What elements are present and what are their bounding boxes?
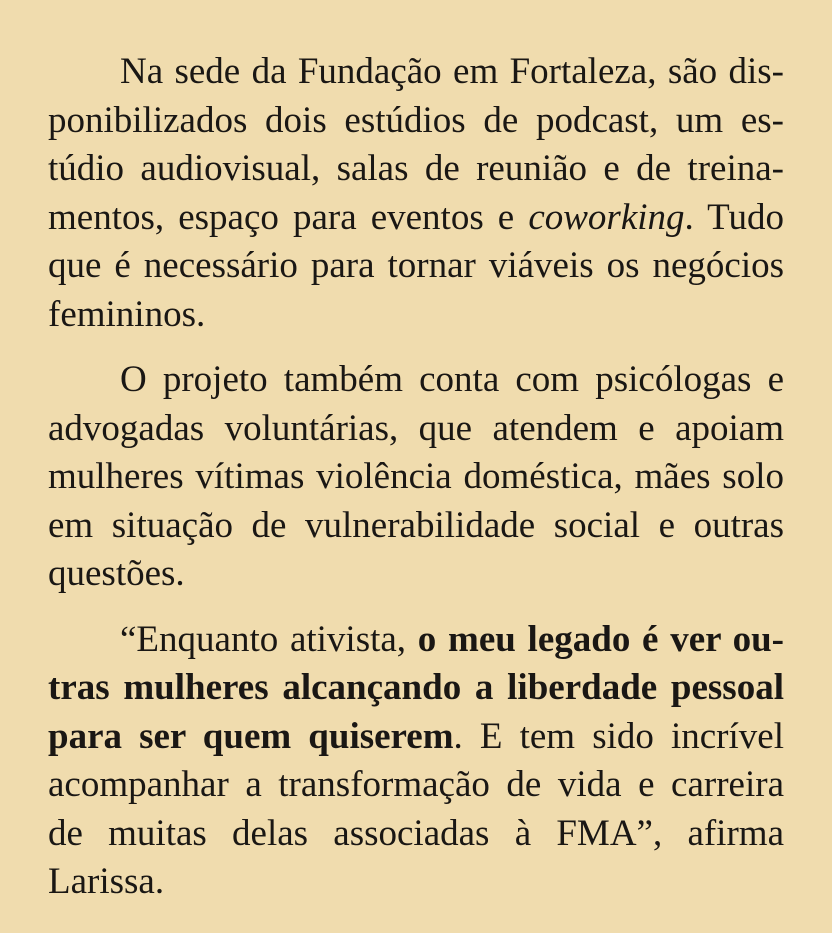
text-run: O projeto também conta com psicólogas e advogadas voluntárias, que atendem e apoiam mulheres vítimas violência doméstica, mães solo em situação de vulnerabilidade social e outras questões.: [48, 359, 784, 594]
text-run: . Tudo que é necessário para tornar viáveis os negócios femininos.: [48, 196, 784, 335]
text-run: “Enquanto ativista,: [120, 618, 418, 660]
paragraph-projeto-voluntarias: [48, 356, 784, 599]
bold-text-run: o meu legado é ver outras mulheres alcançando a liberdade pessoal para ser quem quiserem: [48, 618, 784, 757]
text-run: Na sede da Fundação em Fortaleza, são disponibilizados dois estúdios de podcast, um estúdio audiovisual, salas de reunião e de treinamentos, espaço para eventos e: [48, 51, 784, 238]
italic-text-run: coworking: [528, 196, 685, 238]
paragraph-fundacao-estrutura: [48, 48, 784, 339]
paragraph-citacao-larissa: [48, 616, 784, 907]
text-run: . E tem sido incrível acompanhar a transformação de vida e carreira de muitas delas associadas à FMA”, afirma Larissa.: [48, 715, 784, 902]
